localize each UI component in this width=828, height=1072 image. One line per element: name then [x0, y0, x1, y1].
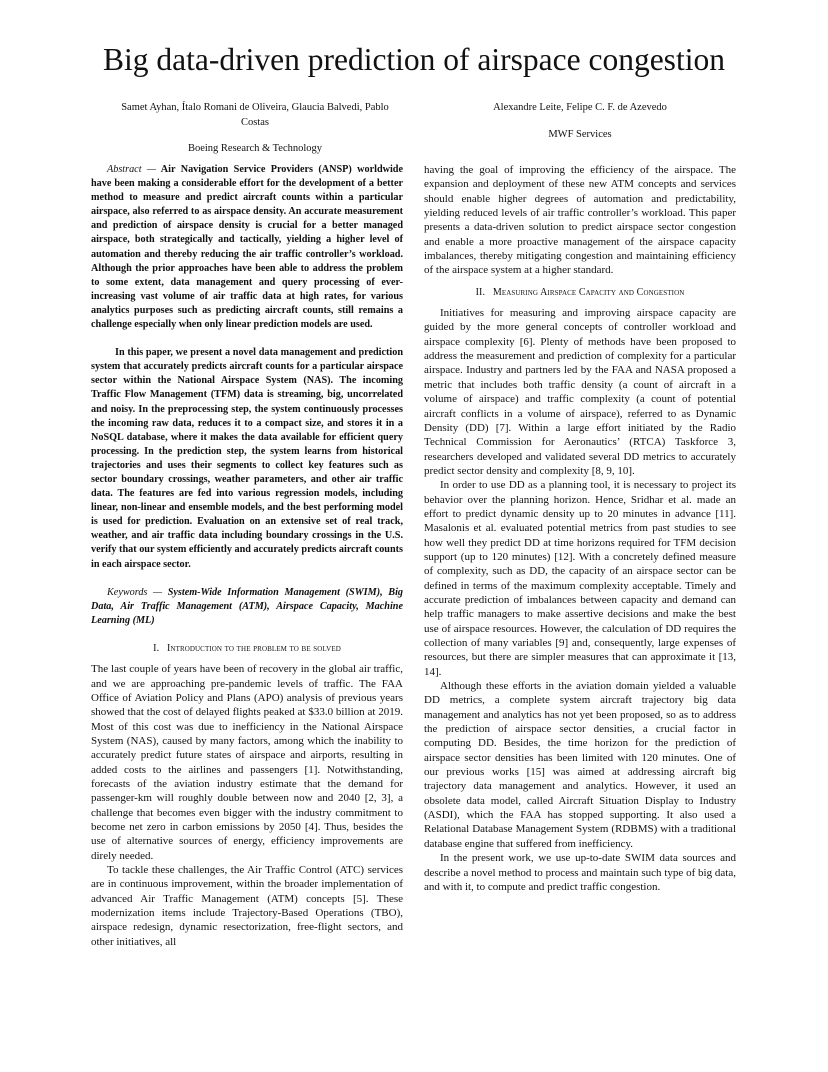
body-paragraph: Although these efforts in the aviation domain yielded a valuable DD metrics, a complete system aircraft trajectory big data management and analytics has not yet been proposed, so as to address the prediction of airspace sector densities, a crucial factor in computing DD. Besides, the time horizon for the prediction of airspace sector densities has been limited with 120 minutes. One of our previous works [15] was aimed at addressing aircraft big trajectory data management and analytics. However, it used an obsolete data model, called Aircraft Situation Display to Industry (ASDI), which the FAA has stopped supporting. It also used a Relational Database Management System (RDBMS) with a traditional database engine that suffered from inefficiency. — [424, 680, 736, 850]
page-title: Big data-driven prediction of airspace congestion — [103, 42, 725, 77]
section-title: Measuring Airspace Capacity and Congestion — [492, 286, 685, 298]
abstract-text: Air Navigation Service Providers (ANSP) worldwide have been making a considerable effort for the development of a better method to measure and predict aircraft counts within a particular airspace, also referred to as airspace density. An accurate measurement and prediction of airspace density is crucial for a better managed airspace, both strategically and tactically, yielding a higher level of automation and thereby reducing the air traffic controller’s workload. Although the prior approaches have been able to address the problem to some extent, data management and query processing of ever-increasing vast volume of air traffic data at high rates, for various analytics purposes such as predicting aircraft counts, still remains a challenge especially when only linear prediction models are used. — [91, 164, 403, 331]
abstract-paragraph-2: In this paper, we present a novel data management and prediction system that accurately predicts aircraft counts for a particular airspace sector within the National Airspace System (NAS). The incoming Traffic Flow Management (TFM) data is streaming, big, uncorrelated and noisy. In the preprocessing step, the system continuously processes the incoming raw data, reduces it to a compact size, and stores it in a NoSQL database, where it makes the data available for efficient query processing. In the prediction step, the system learns from historical trajectories and uses their segments to collect key features such as sector boundary crossings, weather parameters, and other air traffic data. The features are fed into various regression models, including linear, non-linear and ensemble models, and the best performing model is used for prediction. Evaluation on an extensive set of real track, weather, and air traffic data including boundary crossings in the U.S. verify that our system efficiently and accurately predicts aircraft counts in each airspace sector. — [91, 347, 403, 570]
keywords-label: Keywords — — [107, 586, 163, 598]
author-affiliation: Boeing Research & Technology — [187, 143, 323, 154]
section-number: I. — [153, 642, 160, 654]
author-names: Alexandre Leite, Felipe C. F. de Azevedo — [493, 102, 667, 113]
section-heading-2 — [424, 286, 736, 300]
body-paragraph: having the goal of improving the efficiency of the airspace. The expansion and deployment of these new ATM concepts and services should enable higher degrees of automation and predictability, yielding reduced levels of air traffic controller’s workload. This paper presents a data-driven solution to predict airspace sector congestion and enable a more proactive management of the airspace capacity imbalances, thereby mitigating congestion and maintaining efficiency of the airspace system at a higher standard. — [424, 164, 736, 277]
author-names: Samet Ayhan, Ítalo Romani de Oliveira, Glaucia Balvedi, Pablo Costas — [121, 102, 389, 128]
section-title: Introduction to the problem to be solved — [166, 642, 341, 654]
body-paragraph: Initiatives for measuring and improving airspace capacity are guided by the more general concepts of controller workload and airspace complexity [6]. Plenty of methods have been proposed to address the measurement and prediction of complexity for a particular airspace. Industry and partners led by the FAA and NASA proposed a metric that includes both traffic density (a count of aircraft in a volume of airspace) and traffic complexity (a count of potential aircraft conflicts in a volume of airspace), referred to as Dynamic Density (DD) [7]. Within a large effort initiated by the Radio Technical Commission for Aeronautics’ (RTCA) Taskforce 3, researchers developed and validated several DD metrics to accurately predict sector density and complexity [8, 9, 10]. — [424, 307, 736, 477]
keywords-text: System-Wide Information Management (SWIM), Big Data, Air Traffic Management (ATM), Airspace Capacity, Machine Learning (ML) — [91, 586, 404, 626]
abstract-label: Abstract — — [107, 164, 156, 175]
author-block-left — [110, 101, 400, 157]
right-column — [424, 163, 736, 894]
left-column — [91, 163, 403, 949]
abstract-paragraph — [91, 163, 403, 332]
body-paragraph: In the present work, we use up-to-date SWIM data sources and describe a novel method to process and maintain such type of big data, and with it, to compute and predict traffic congestion. — [424, 852, 736, 893]
author-affiliation: MWF Services — [548, 128, 612, 140]
section-heading-1 — [91, 642, 403, 656]
body-paragraph: The last couple of years have been of recovery in the global air traffic, and we are approaching pre-pandemic levels of traffic. The FAA Office of Aviation Policy and Plans (APO) analysis of previous years showed that the cost of delayed flights peaked at $33.0 billion at 2019. Most of this cost was due to inefficiency in the National Airspace System (NAS), caused by many factors, among which the inability to accurately predict future states of airspace and airports, resulting in added costs to the airlines and passengers [1]. Notwithstanding, forecasts of the aviation industry estimate that the demand for passenger-km will roughly double between now and 2040 [2, 3], a challenge that becomes even bigger with the industry commitment to become net zero in carbon emissions by 2050 [4]. Thus, besides the use of alternative sources of energy, efficiency improvements are direly needed. — [91, 663, 403, 862]
body-paragraph: To tackle these challenges, the Air Traffic Control (ATC) services are in continuous improvement, within the broader implementation of advanced Air Traffic Management (ATM) concepts [5]. These modernization items include Trajectory-Based Operations (TBO), airspace redesign, dynamic resectorization, free-flight sectors, and other initiatives, all — [91, 864, 403, 948]
author-block-right — [455, 101, 705, 142]
keywords-paragraph — [91, 586, 403, 628]
body-paragraph: In order to use DD as a planning tool, it is necessary to project its behavior over the planning horizon. Hence, Sridhar et al. made an effort to predict dynamic density up to 20 minutes in advance [11]. Masalonis et al. evaluated potential metrics from past studies to see how well they predict DD at time horizons required for TFM decision support (up to 120 minutes) [12]. With a concretely defined measure of complexity, such as DD, the capacity of an airspace sector can be defined in terms of the maximum complexity acceptable. Timely and accurate prediction of imbalances between capacity and demand can help traffic managers to make assertive decisions and make the best use of airspace resources. However, the calculation of DD requires the collection of many variables [9] and, consequently, large expenses of resources, but there are simpler measures that can approximate it [13, 14]. — [424, 479, 736, 678]
section-number: II. — [475, 286, 486, 298]
